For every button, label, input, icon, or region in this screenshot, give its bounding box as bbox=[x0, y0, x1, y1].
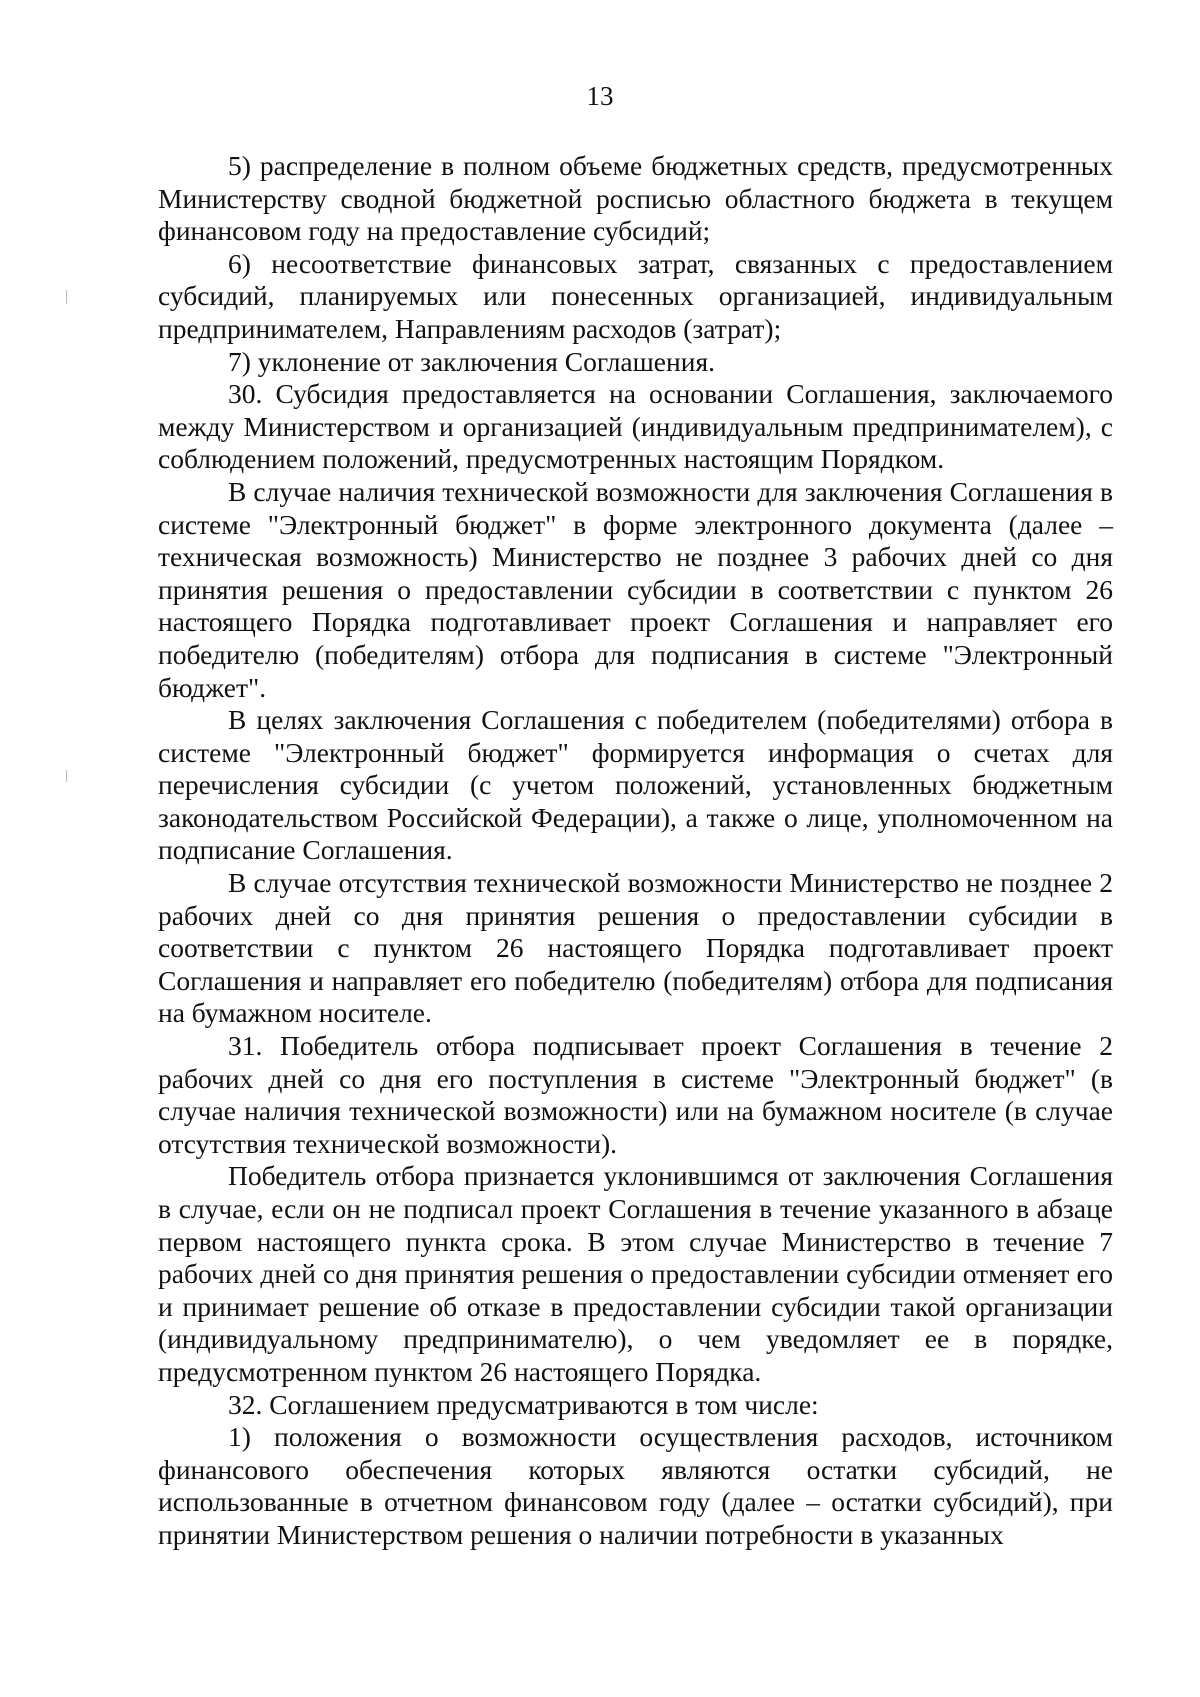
page-number: 13 bbox=[586, 81, 614, 111]
paragraph-clause-32: 32. Соглашением предусматриваются в том числе: bbox=[228, 1388, 819, 1420]
paragraph-electronic-budget: В случае наличия технической возможности для заключения Соглашения в системе "Электронный бюджет" в форме электронного документа (далее – техническая возможность) Министерство не позднее 3 рабочих дней со дня принятия решения о предоставлении субсидии в соответствии с пунктом 26 настоящего Порядка подготавливает проект Соглашения и направляет его победителю (победителям) отбора для подписания в системе "Электронный бюджет". bbox=[158, 475, 1113, 703]
paragraph-item-5: 5) распределение в полном объеме бюджетных средств, предусмотренных Министерству сводной бюджетной росписью областного бюджета в текущем финансовом году на предоставление субсидий; bbox=[158, 150, 1113, 247]
margin-scan-mark bbox=[66, 290, 67, 304]
paragraph-clause-30: 30. Субсидия предоставляется на основании Соглашения, заключаемого между Министерством и организацией (индивидуальным предпринимателем), с соблюдением положений, предусмотренных настоящим Порядком. bbox=[158, 378, 1113, 475]
paragraph-paper-medium: В случае отсутствия технической возможности Министерство не позднее 2 рабочих дней со дня принятия решения о предоставлении субсидии в соответствии с пунктом 26 настоящего Порядка подготавливает проект Соглашения и направляет его победителю (победителям) отбора для подписания на бумажном носителе. bbox=[158, 867, 1113, 1029]
paragraph-item-6: 6) несоответствие финансовых затрат, связанных с предоставлением субсидий, планируемых или понесенных организацией, индивидуальным предпринимателем, Направлениям расходов (затрат); bbox=[158, 247, 1113, 344]
margin-scan-mark bbox=[66, 770, 67, 782]
paragraph-account-info: В целях заключения Соглашения с победителем (победителями) отбора в системе "Электронный бюджет" формируется информация о счетах для перечисления субсидии (с учетом положений, установленных бюджетным законодательством Российской Федерации), а также о лице, уполномоченном на подписание Соглашения. bbox=[158, 704, 1113, 866]
paragraph-clause-32-item-1: 1) положения о возможности осуществления расходов, источником финансового обеспечения которых являются остатки субсидий, не использованные в отчетном финансовом году (далее – остатки субсидий), при принятии Министерством решения о наличии потребности в указанных bbox=[158, 1421, 1113, 1550]
document-body bbox=[158, 150, 1113, 1552]
paragraph-clause-31: 31. Победитель отбора подписывает проект Соглашения в течение 2 рабочих дней со дня его поступления в системе "Электронный бюджет" (в случае наличия технической возможности) или на бумажном носителе (в случае отсутствия технической возможности). bbox=[158, 1030, 1113, 1159]
paragraph-item-7: 7) уклонение от заключения Соглашения. bbox=[228, 345, 715, 377]
paragraph-evasion: Победитель отбора признается уклонившимся от заключения Соглашения в случае, если он не подписал проект Соглашения в течение указанного в абзаце первом настоящего пункта срока. В этом случае Министерство в течение 7 рабочих дней со дня принятия решения о предоставлении субсидии отменяет его и принимает решение об отказе в предоставлении субсидии такой организации (индивидуальному предпринимателю), о чем уведомляет ее в порядке, предусмотренном пунктом 26 настоящего Порядка. bbox=[158, 1160, 1113, 1387]
